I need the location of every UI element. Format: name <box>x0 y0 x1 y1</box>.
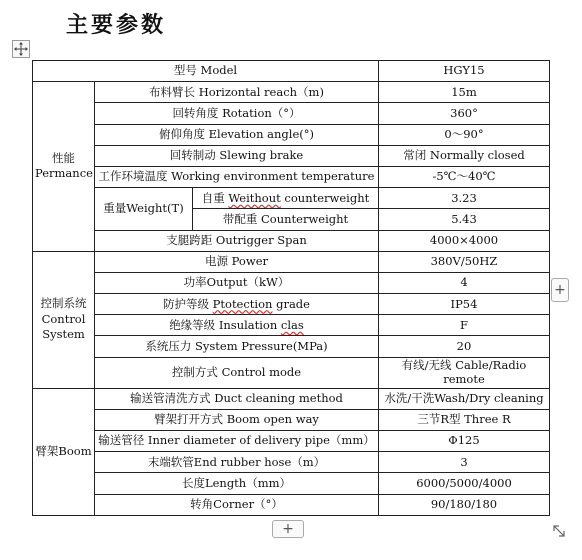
table-row <box>33 431 550 452</box>
spec-value-cell[interactable]: Φ125 <box>379 431 550 452</box>
table-resize-handle[interactable] <box>551 523 567 539</box>
table-header-row <box>33 61 550 82</box>
table-row <box>33 336 550 357</box>
spec-name-cell[interactable]: 工作环境温度 Working environment temperature <box>95 166 379 187</box>
table-row <box>33 103 550 124</box>
spec-name-cell[interactable]: 功率Output（kW） <box>95 272 379 293</box>
group-control-label: 控制系统 Control System <box>40 296 87 342</box>
spec-name-cell[interactable]: 带配重 Counterweight <box>193 209 379 230</box>
group-boom-label: 臂架Boom <box>35 443 92 458</box>
spec-name-cell[interactable] <box>95 315 379 336</box>
spec-name-cell[interactable]: 回转角度 Rotation（°） <box>95 103 379 124</box>
spec-name-cell[interactable] <box>95 294 379 315</box>
spec-name-cell[interactable] <box>193 188 379 209</box>
spec-value-cell[interactable]: 360° <box>379 103 550 124</box>
spell-flagged-word: Ptotection <box>212 296 273 311</box>
spec-value-cell[interactable]: F <box>379 315 550 336</box>
resize-icon <box>551 523 567 539</box>
spec-value-cell[interactable]: 6000/5000/4000 <box>379 473 550 494</box>
spec-value-cell[interactable]: 水洗/干洗Wash/Dry cleaning <box>379 388 550 409</box>
table-row <box>33 230 550 251</box>
spec-value-cell[interactable]: 0～90° <box>379 124 550 145</box>
spec-name-prefix: 自重 <box>201 190 229 205</box>
spec-value-cell[interactable]: 15m <box>379 82 550 103</box>
table-row <box>33 357 550 388</box>
spec-name-cell[interactable]: 系统压力 System Pressure(MPa) <box>95 336 379 357</box>
spec-name-cell[interactable]: 末端软管End rubber hose（m） <box>95 452 379 473</box>
model-label-cell[interactable]: 型号 Model <box>33 61 379 82</box>
spec-name-cell[interactable]: 回转制动 Slewing brake <box>95 145 379 166</box>
table-row <box>33 388 550 409</box>
table-row <box>33 124 550 145</box>
spec-value-cell[interactable]: 有线/无线 Cable/Radio remote <box>379 357 550 388</box>
table-row <box>33 251 550 272</box>
table-row <box>33 294 550 315</box>
spec-value-cell[interactable]: 5.43 <box>379 209 550 230</box>
spec-name-cell[interactable]: 布料臂长 Horizontal reach（m) <box>95 82 379 103</box>
move-icon <box>13 41 29 57</box>
spec-value-cell[interactable]: 三节R型 Three R <box>379 409 550 430</box>
table-row <box>33 409 550 430</box>
spec-value-cell[interactable]: 20 <box>379 336 550 357</box>
group-performance-cell[interactable] <box>33 82 95 252</box>
weight-label-cell[interactable]: 重量Weight(T) <box>95 188 193 230</box>
spec-name-prefix: 防护等级 <box>163 296 213 311</box>
spell-flagged-word: clas <box>280 317 304 332</box>
spec-name-cell[interactable]: 控制方式 Control mode <box>95 357 379 388</box>
spec-value-cell[interactable]: 4 <box>379 272 550 293</box>
add-row-button[interactable]: + <box>272 520 304 538</box>
spec-name-cell[interactable]: 臂架打开方式 Boom open way <box>95 409 379 430</box>
spec-value-cell[interactable]: 3 <box>379 452 550 473</box>
spec-name-suffix: counterweight <box>280 190 370 205</box>
spec-name-cell[interactable]: 支腿跨距 Outrigger Span <box>95 230 379 251</box>
spec-name-cell[interactable]: 输送管径 Inner diameter of delivery pipe（mm） <box>95 431 379 452</box>
spec-name-suffix: grade <box>272 296 310 311</box>
spec-value-cell[interactable]: IP54 <box>379 294 550 315</box>
spec-name-prefix: 绝缘等级 Insulation <box>169 317 281 332</box>
table-row <box>33 272 550 293</box>
spec-name-cell[interactable]: 转角Corner（°） <box>95 494 379 515</box>
spec-name-cell[interactable]: 俯仰角度 Elevation angle(°) <box>95 124 379 145</box>
spec-value-cell[interactable]: -5℃～40℃ <box>379 166 550 187</box>
spec-value-cell[interactable]: 90/180/180 <box>379 494 550 515</box>
table-row <box>33 82 550 103</box>
spec-value-cell[interactable]: 380V/50HZ <box>379 251 550 272</box>
model-value-cell[interactable]: HGY15 <box>379 61 550 82</box>
table-row <box>33 315 550 336</box>
table-row <box>33 473 550 494</box>
table-row <box>33 494 550 515</box>
group-performance-label: 性能 Permance <box>35 150 93 181</box>
add-column-button[interactable]: + <box>551 278 569 302</box>
table-row <box>33 452 550 473</box>
table-row <box>33 166 550 187</box>
table-move-handle[interactable] <box>12 40 30 58</box>
spec-name-cell[interactable]: 长度Length（mm） <box>95 473 379 494</box>
spec-value-cell[interactable]: 4000×4000 <box>379 230 550 251</box>
group-boom-cell[interactable] <box>33 388 95 515</box>
spec-name-cell[interactable]: 输送管清洗方式 Duct cleaning method <box>95 388 379 409</box>
table-row <box>33 145 550 166</box>
spec-value-cell[interactable]: 常闭 Normally closed <box>379 145 550 166</box>
group-control-cell[interactable] <box>33 251 95 388</box>
spec-name-cell[interactable]: 电源 Power <box>95 251 379 272</box>
spell-flagged-word: Weithout <box>228 190 281 205</box>
table-row <box>33 188 550 209</box>
document-title: 主要参数 <box>66 13 167 38</box>
spec-table <box>32 60 550 516</box>
spec-value-cell[interactable]: 3.23 <box>379 188 550 209</box>
